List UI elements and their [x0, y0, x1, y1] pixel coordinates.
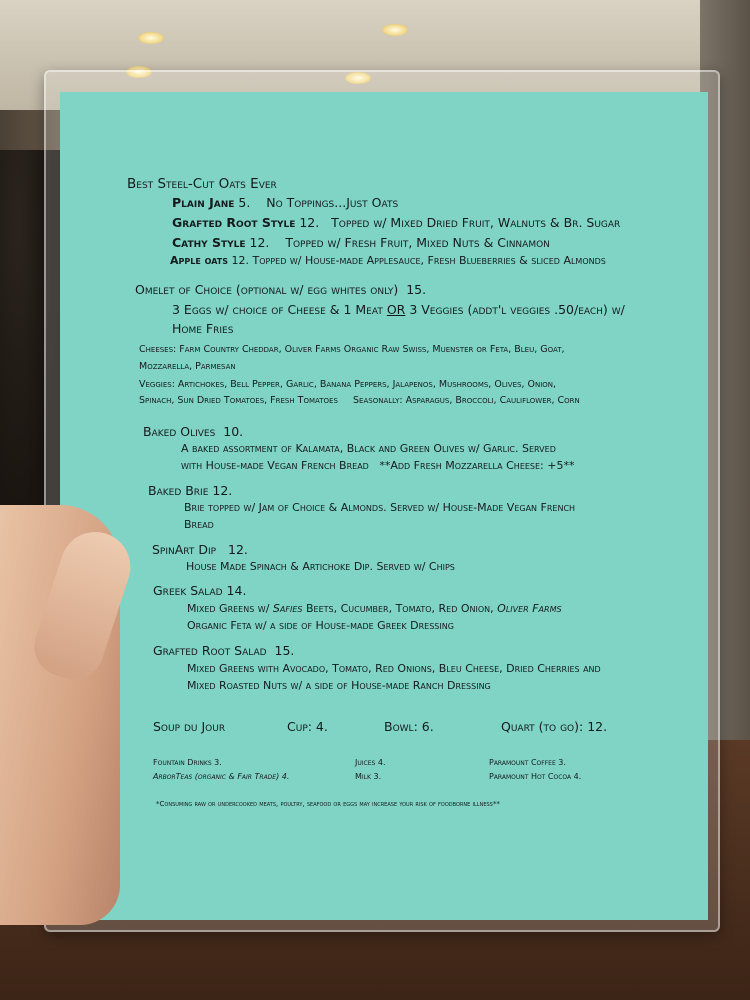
item-name: SpinArt Dip	[152, 542, 217, 557]
item-name: Cathy Style	[172, 235, 246, 250]
item-description-brand: Safies	[272, 602, 303, 615]
drink-item: Paramount Hot Cocoa 4.	[489, 772, 582, 781]
item-description-brand: Oliver Farms	[497, 602, 562, 615]
veggies-list-line2	[139, 395, 580, 406]
grafted-salad-desc: Mixed Greens with Avocado, Tomato, Red Onions, Bleu Cheese, Dried Cherries and	[187, 662, 601, 675]
omelet-heading	[135, 282, 426, 297]
oats-heading: Best Steel-Cut Oats Ever	[127, 176, 277, 192]
omelet-description	[172, 302, 625, 317]
menu-item	[170, 254, 606, 267]
soup-quart-price: Quart (to go): 12.	[501, 719, 608, 734]
greek-salad-heading: Greek Salad 14.	[153, 583, 247, 598]
item-price: 15.	[274, 643, 295, 658]
cheeses-list: Cheeses: Farm Country Cheddar, Oliver Farms Organic Raw Swiss, Muenster or Feta, Bleu, Goat,	[139, 344, 565, 355]
item-price: 5.	[238, 195, 251, 210]
item-description: Topped w/ Mixed Dried Fruit, Walnuts & Br. Sugar	[331, 215, 621, 230]
veggies-text: Spinach, Sun Dried Tomatoes, Fresh Tomatoes	[139, 395, 338, 406]
food-safety-disclaimer: *Consuming raw or undercooked meats, poultry, seafood or eggs may increase your risk of foodborne illness**	[156, 800, 500, 808]
omelet-desc-text: 3 Eggs w/ choice of Cheese & 1 Meat	[172, 302, 383, 317]
drink-item: Fountain Drinks 3.	[153, 758, 222, 767]
cheeses-list-line2: Mozzarella, Parmesan	[139, 361, 236, 372]
soup-bowl-price: Bowl: 6.	[384, 719, 434, 734]
menu-page	[60, 92, 708, 920]
item-description: Mixed Greens w/	[187, 602, 270, 615]
menu-item	[172, 195, 398, 210]
menu-item	[172, 215, 620, 230]
soup-label: Soup du Jour	[153, 719, 226, 734]
omelet-desc-text: 3 Veggies (addt'l veggies .50/each) w/	[409, 302, 625, 317]
baked-olives-heading	[143, 424, 243, 439]
ceiling-light	[138, 32, 164, 44]
baked-brie-desc-line2: Bread	[184, 518, 214, 531]
item-price: 10.	[223, 424, 244, 439]
item-name: Plain Jane	[172, 195, 235, 210]
grafted-salad-desc-line2: Mixed Roasted Nuts w/ a side of House-made Ranch Dressing	[187, 679, 491, 692]
soup-cup-price: Cup: 4.	[287, 719, 328, 734]
baked-brie-desc: Brie topped w/ Jam of Choice & Almonds. Served w/ House-Made Vegan French	[184, 501, 576, 514]
item-name: Baked Olives	[143, 424, 216, 439]
veggies-list: Veggies: Artichokes, Bell Pepper, Garlic, Banana Peppers, Jalapenos, Mushrooms, Olives, Onion,	[139, 379, 557, 390]
item-price: 12.	[228, 542, 248, 557]
item-name: Grafted Root Salad	[153, 643, 267, 658]
ceiling-light	[382, 24, 408, 36]
drink-item: Juices 4.	[355, 758, 386, 767]
spinart-desc: House Made Spinach & Artichoke Dip. Served w/ Chips	[186, 560, 455, 573]
spinart-heading	[152, 542, 248, 557]
menu-item	[172, 235, 550, 250]
veggies-seasonal: Seasonally: Asparagus, Broccoli, Cauliflower, Corn	[353, 395, 580, 406]
item-price: 12.	[231, 254, 250, 267]
drink-item: ArborTeas (organic & Fair Trade) 4.	[153, 772, 290, 781]
item-name: Apple oats	[170, 254, 229, 267]
item-name: Grafted Root Style	[172, 215, 296, 230]
item-description: No Toppings...Just Oats	[266, 195, 399, 210]
drink-item: Paramount Coffee 3.	[489, 758, 566, 767]
item-description: Topped w/ Fresh Fruit, Mixed Nuts & Cinnamon	[285, 235, 550, 250]
greek-salad-desc-line2: Organic Feta w/ a side of House-made Greek Dressing	[187, 619, 454, 632]
drink-item: Milk 3.	[355, 772, 382, 781]
item-description: with House-made Vegan French Bread	[181, 459, 369, 472]
grafted-salad-heading	[153, 643, 294, 658]
greek-salad-desc	[187, 602, 562, 615]
item-description: Beets, Cucumber, Tomato, Red Onion,	[305, 602, 494, 615]
omelet-desc-or: OR	[386, 302, 406, 317]
item-description: Topped w/ House-made Applesauce, Fresh Blueberries & sliced Almonds	[252, 254, 606, 267]
item-price: 12.	[299, 215, 320, 230]
omelet-price: 15.	[406, 282, 427, 297]
baked-brie-heading: Baked Brie 12.	[148, 483, 233, 498]
omelet-title: Omelet of Choice (optional w/ egg whites only)	[135, 282, 399, 297]
omelet-description-line2: Home Fries	[172, 321, 234, 336]
item-price: 12.	[249, 235, 270, 250]
baked-olives-desc: A baked assortment of Kalamata, Black and Green Olives w/ Garlic. Served	[181, 442, 556, 455]
add-on-note: **Add Fresh Mozzarella Cheese: +5**	[379, 459, 575, 472]
baked-olives-desc-line2	[181, 459, 574, 472]
